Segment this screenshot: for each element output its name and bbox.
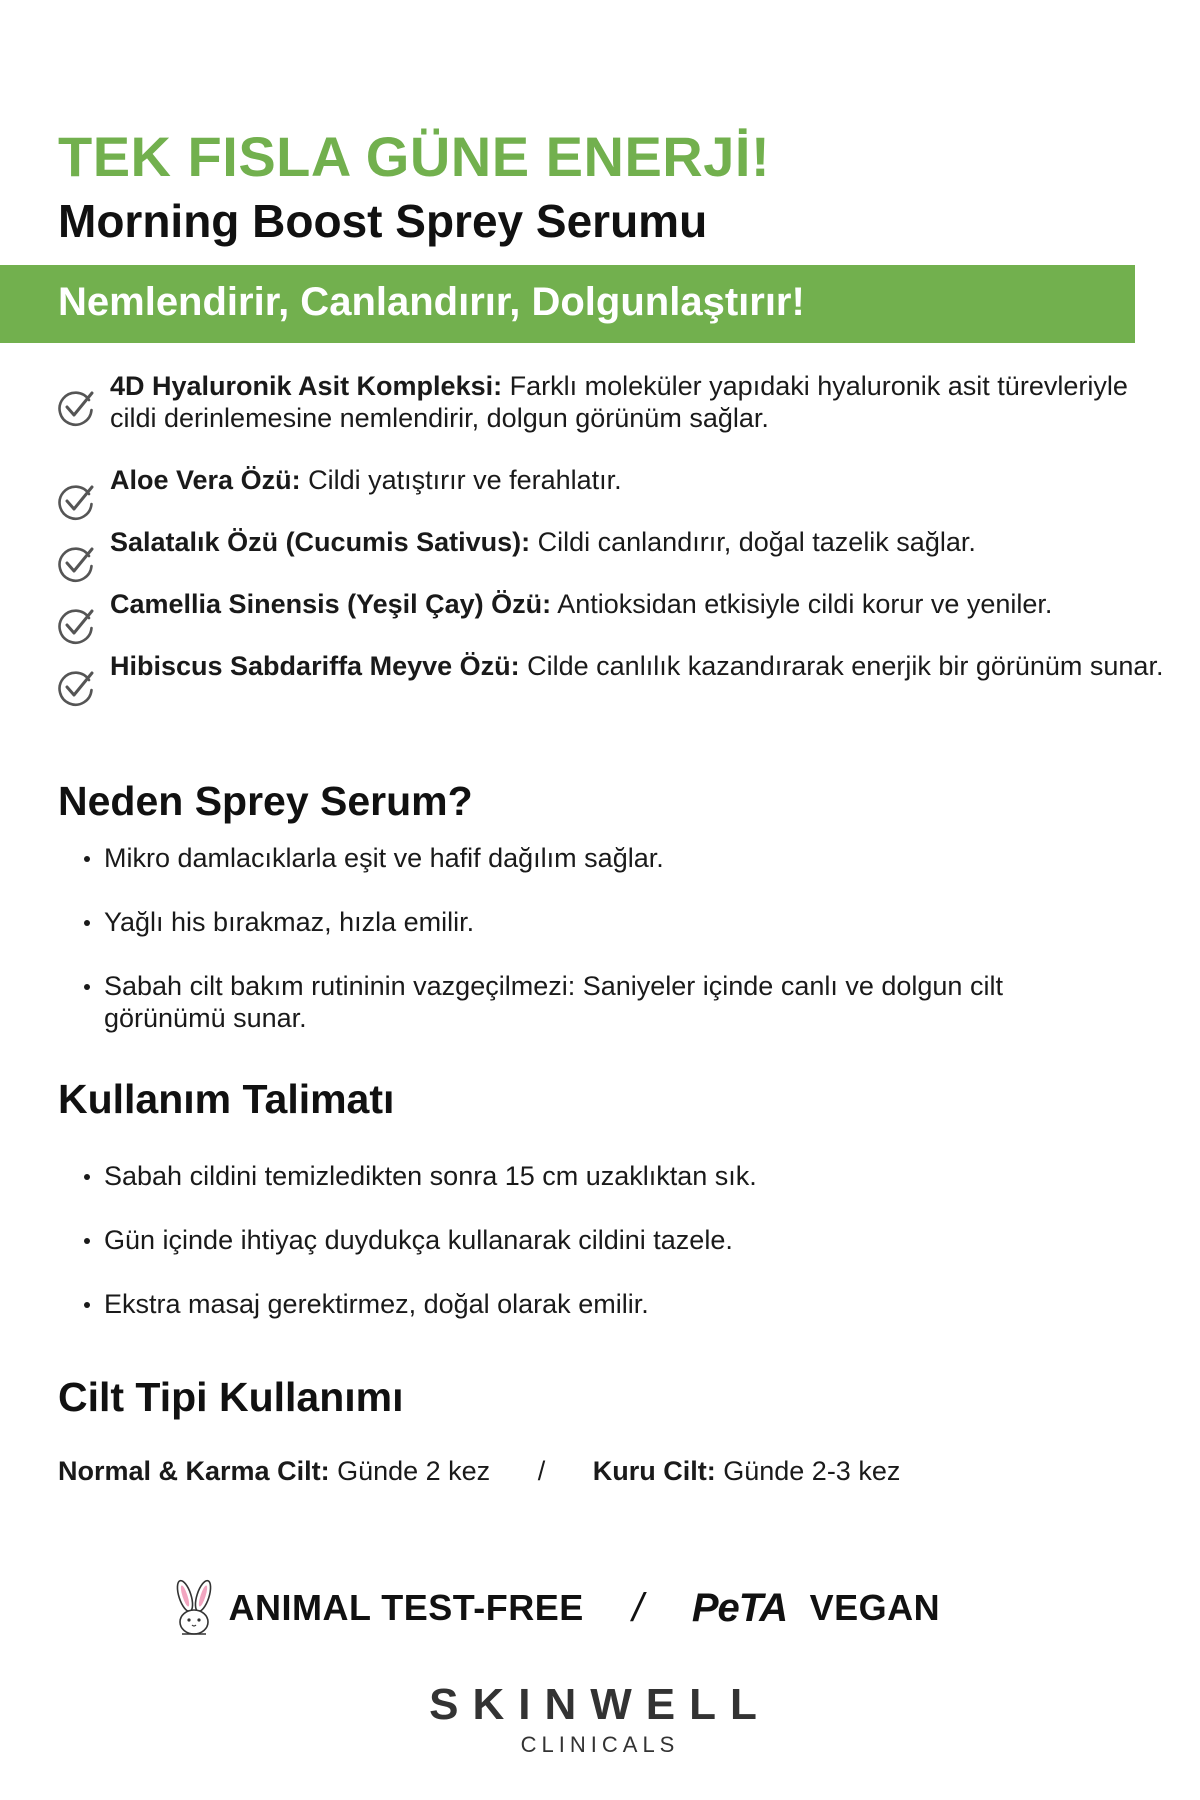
check-circle-icon [56, 668, 96, 708]
badge-separator: / [632, 1585, 644, 1630]
vegan-label: VEGAN [809, 1587, 941, 1628]
ingredients-list [56, 370, 1176, 712]
ingredient-desc: Cilde canlılık kazandırarak enerjik bir görünüm sunar. [527, 651, 1164, 681]
skin-type-usage [58, 1456, 900, 1487]
product-name: Morning Boost Sprey Serumu [58, 195, 708, 247]
ingredient-name: Hibiscus Sabdariffa Meyve Özü: [110, 651, 520, 681]
certification-badges [168, 1578, 940, 1638]
animal-test-free-label: ANIMAL TEST-FREE [228, 1587, 584, 1628]
ingredient-name: Salatalık Özü (Cucumis Sativus): [110, 527, 531, 557]
ingredient-name: 4D Hyaluronik Asit Kompleksi: [110, 371, 503, 401]
bunny-icon [168, 1578, 220, 1638]
normal-skin-label: Normal & Karma Cilt: [58, 1456, 330, 1486]
ingredient-desc: Antioksidan etkisiyle cildi korur ve yeniler. [557, 589, 1053, 619]
list-item: Ekstra masaj gerektirmez, doğal olarak emilir. [80, 1288, 1080, 1320]
list-item: Mikro damlacıklarla eşit ve hafif dağılım sağlar. [80, 842, 1080, 874]
ingredient-item [56, 526, 1176, 558]
why-list [80, 842, 1080, 1066]
benefits-banner [0, 265, 1135, 343]
benefits-banner-text: Nemlendirir, Canlandırır, Dolgunlaştırır! [58, 280, 805, 324]
dry-skin-value: Günde 2-3 kez [723, 1456, 901, 1486]
normal-skin-value: Günde 2 kez [337, 1456, 491, 1486]
check-circle-icon [56, 544, 96, 584]
skin-section-title: Cilt Tipi Kullanımı [58, 1374, 404, 1420]
ingredient-item [56, 588, 1176, 620]
ingredient-desc: Cildi yatıştırır ve ferahlatır. [308, 465, 622, 495]
list-item: Gün içinde ihtiyaç duydukça kullanarak cildini tazele. [80, 1224, 1080, 1256]
ingredient-desc: Cildi canlandırır, doğal tazelik sağlar. [537, 527, 976, 557]
dry-skin-label: Kuru Cilt: [592, 1456, 716, 1486]
check-circle-icon [56, 482, 96, 522]
ingredient-name: Aloe Vera Özü: [110, 465, 301, 495]
headline: TEK FISLA GÜNE ENERJİ! [58, 125, 771, 188]
ingredient-desc: Farklı moleküler yapıdaki hyaluronik asit türevleriyle cildi derinlemesine nemlendirir, dolgun görünüm sağlar. [110, 371, 1128, 433]
ingredient-item [56, 370, 1176, 434]
peta-logo: PeTA [691, 1585, 788, 1630]
list-item: Sabah cilt bakım rutininin vazgeçilmezi: Saniyeler içinde canlı ve dolgun cilt görünümü sunar. [80, 970, 1004, 1034]
check-circle-icon [56, 388, 96, 428]
skin-separator: / [537, 1456, 546, 1486]
usage-list [80, 1160, 1080, 1352]
list-item: Sabah cildini temizledikten sonra 15 cm uzaklıktan sık. [80, 1160, 1080, 1192]
usage-section-title: Kullanım Talimatı [58, 1076, 395, 1122]
ingredient-item [56, 650, 1176, 682]
check-circle-icon [56, 606, 96, 646]
brand-logo: SKINWELL [429, 1680, 771, 1729]
list-item: Yağlı his bırakmaz, hızla emilir. [80, 906, 1080, 938]
brand-subtitle: CLINICALS [520, 1732, 680, 1757]
ingredient-item [56, 464, 1176, 496]
ingredient-name: Camellia Sinensis (Yeşil Çay) Özü: [110, 589, 552, 619]
why-section-title: Neden Sprey Serum? [58, 778, 473, 824]
